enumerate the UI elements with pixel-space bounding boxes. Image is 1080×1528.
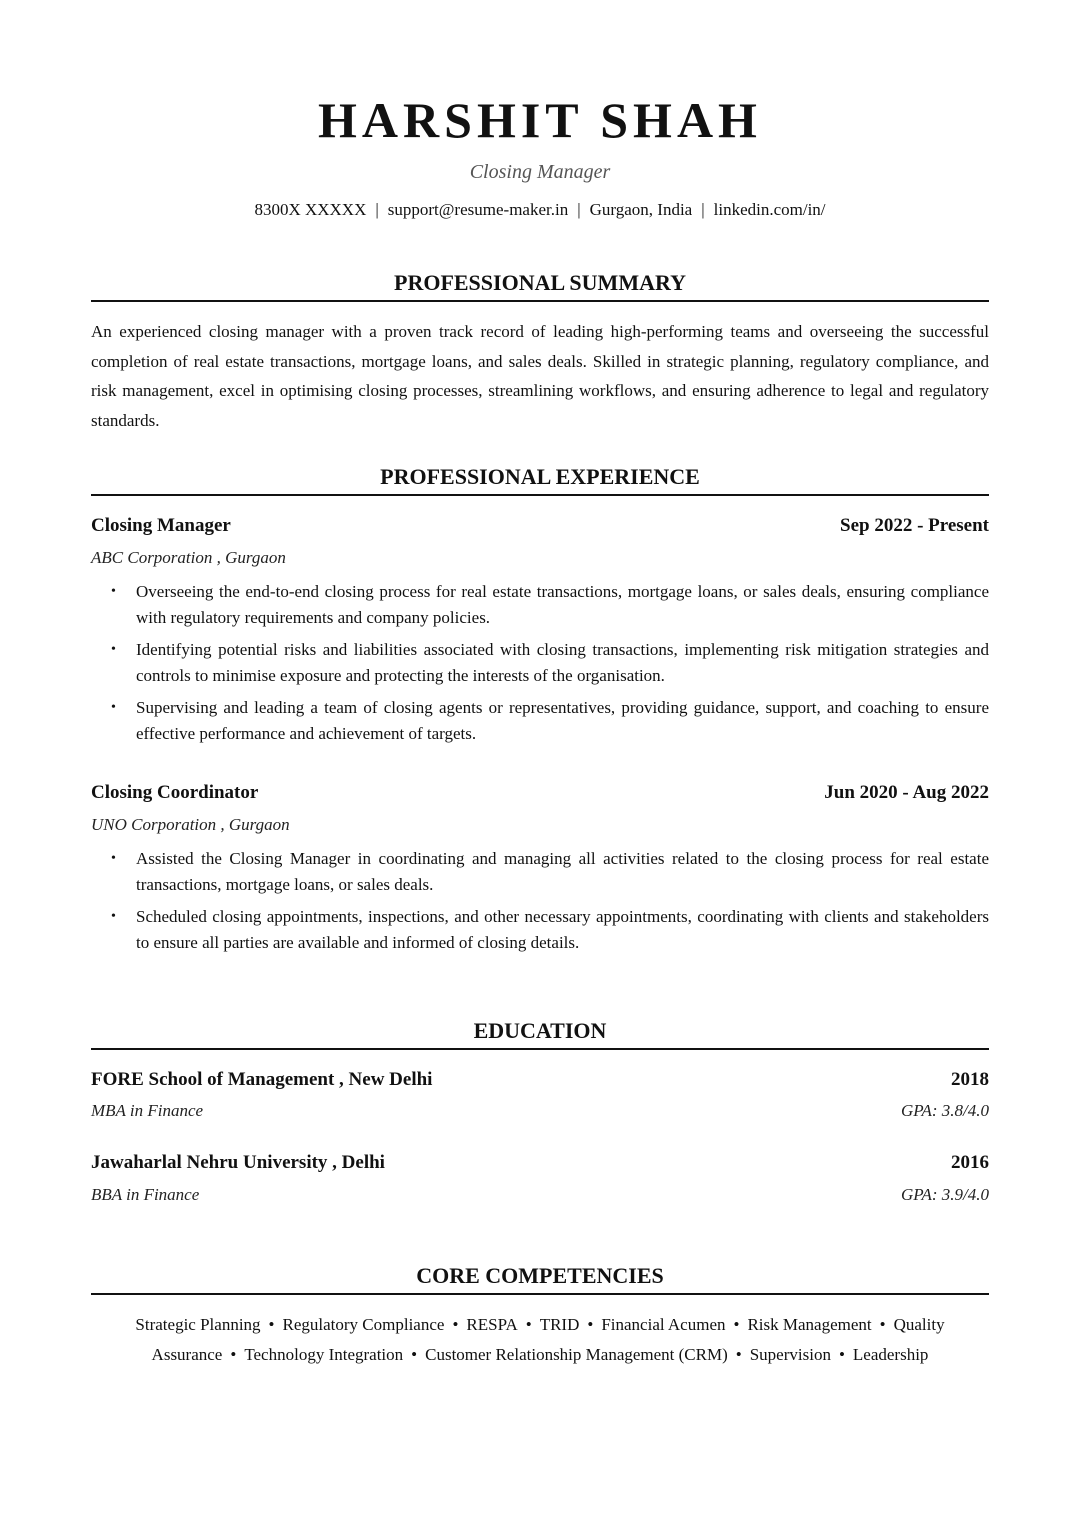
summary-heading: PROFESSIONAL SUMMARY	[91, 268, 989, 302]
job-header	[91, 780, 989, 806]
skill-item: Risk Management	[747, 1315, 872, 1334]
skill-item: Financial Acumen	[601, 1315, 726, 1334]
graduation-year: 2016	[951, 1152, 989, 1173]
skill-item: Customer Relationship Management (CRM)	[425, 1344, 728, 1364]
skill-item: Supervision	[749, 1344, 831, 1364]
skill-separator: •	[735, 1344, 742, 1364]
list-item	[91, 846, 989, 897]
gpa-value: GPA: 3.9/4.0	[901, 1185, 989, 1204]
experience-heading: PROFESSIONAL EXPERIENCE	[91, 462, 989, 496]
skill-item: RESPA	[466, 1315, 518, 1334]
skill-separator: •	[838, 1344, 845, 1364]
bullet-icon: •	[111, 700, 116, 715]
gpa-value: GPA: 3.8/4.0	[901, 1101, 989, 1120]
job-dates: Jun 2020 - Aug 2022	[824, 782, 989, 803]
skill-item: Strategic Planning	[135, 1315, 261, 1334]
contact-separator: |	[375, 200, 379, 219]
job-bullet-list	[91, 579, 989, 753]
job-company: ABC Corporation , Gurgaon	[91, 548, 286, 567]
skill-separator: •	[230, 1344, 237, 1364]
bullet-text: Assisted the Closing Manager in coordinating and managing all activities related to the closing process for real estate transactions, mortgage loans, or sales deals.	[136, 849, 989, 894]
job-company-row	[91, 546, 989, 570]
location-text: Gurgaon, India	[589, 200, 693, 219]
graduation-year: 2018	[951, 1069, 989, 1090]
skill-separator: •	[452, 1315, 459, 1334]
contact-separator: |	[701, 200, 705, 219]
skill-separator: •	[879, 1315, 886, 1334]
education-header	[91, 1150, 989, 1176]
contact-separator: |	[577, 200, 581, 219]
job-dates: Sep 2022 - Present	[840, 515, 989, 536]
job-company: UNO Corporation , Gurgaon	[91, 815, 290, 834]
bullet-icon: •	[111, 851, 116, 866]
list-item	[91, 695, 989, 746]
skill-separator: •	[268, 1315, 275, 1334]
summary-text: An experienced closing manager with a proven track record of leading high-performing teams and overseeing the successful completion of real estate transactions, mortgage loans, and sales deals. Skilled in strategic planning, regulatory compliance, and risk management, excel in optimising closing processes, streamlining workflows, and ensuring adherence to legal and regulatory standards.	[91, 322, 989, 430]
bullet-icon: •	[111, 642, 116, 657]
candidate-name: HARSHIT SHAH	[318, 92, 762, 148]
phone-text: 8300X XXXXX	[254, 200, 367, 219]
skill-item: TRID	[539, 1315, 580, 1334]
bullet-text: Scheduled closing appointments, inspections, and other necessary appointments, coordinating with clients and stakeholders to ensure all parties are available and informed of closing details.	[136, 907, 989, 952]
competencies-heading: CORE COMPETENCIES	[91, 1261, 989, 1295]
list-item	[91, 637, 989, 688]
education-header	[91, 1067, 989, 1093]
competencies-list	[91, 1310, 989, 1369]
school-name: Jawaharlal Nehru University , Delhi	[91, 1152, 385, 1173]
job-title: Closing Coordinator	[91, 782, 259, 803]
bullet-text: Overseeing the end-to-end closing process for real estate transactions, mortgage loans, or sales deals, ensuring compliance with regulatory requirements and company policies.	[136, 582, 989, 627]
skill-separator: •	[525, 1315, 532, 1334]
bullet-text: Supervising and leading a team of closing agents or representatives, providing guidance, support, and coaching to ensure effective performance and achievement of targets.	[136, 698, 989, 743]
skill-item: Leadership	[852, 1344, 929, 1364]
education-heading: EDUCATION	[91, 1016, 989, 1050]
list-item	[91, 904, 989, 955]
skill-item: Technology Integration	[244, 1344, 404, 1364]
skill-separator: •	[411, 1344, 418, 1364]
job-bullet-list	[91, 846, 989, 962]
job-company-row	[91, 813, 989, 837]
list-item	[91, 579, 989, 630]
school-name: FORE School of Management , New Delhi	[91, 1069, 433, 1090]
skill-item: Quality Assurance	[151, 1315, 945, 1364]
education-detail	[91, 1099, 989, 1123]
job-header	[91, 513, 989, 539]
education-detail	[91, 1183, 989, 1207]
degree-name: MBA in Finance	[91, 1101, 204, 1120]
candidate-role: Closing Manager	[469, 161, 611, 183]
bullet-icon: •	[111, 909, 116, 924]
bullet-icon: •	[111, 584, 116, 599]
bullet-text: Identifying potential risks and liabilities associated with closing transactions, implementing risk mitigation strategies and controls to minimise exposure and protecting the interests of the organisation.	[136, 640, 989, 685]
email-link[interactable]: support@resume-maker.in	[387, 200, 569, 219]
job-title: Closing Manager	[91, 515, 231, 536]
skill-item: Regulatory Compliance	[282, 1315, 445, 1334]
skill-separator: •	[733, 1315, 740, 1334]
degree-name: BBA in Finance	[91, 1185, 200, 1204]
linkedin-link[interactable]: linkedin.com/in/	[713, 200, 826, 219]
contact-line	[91, 197, 989, 223]
skill-separator: •	[587, 1315, 594, 1334]
